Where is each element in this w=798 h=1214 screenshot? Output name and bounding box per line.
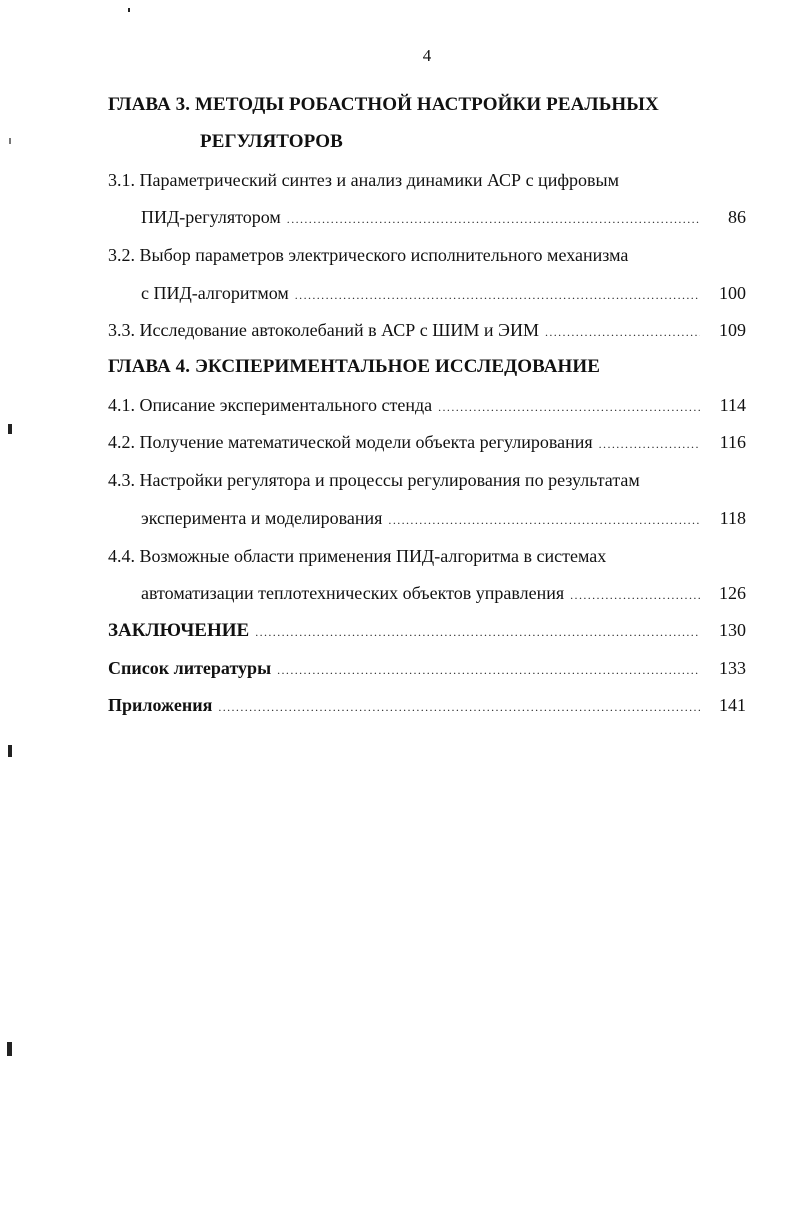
toc-entry-label: ЗАКЛЮЧЕНИЕ bbox=[108, 620, 250, 641]
toc-entry-page: 86 bbox=[728, 207, 746, 227]
toc-entry-4-3 bbox=[141, 508, 746, 529]
toc-entry-4-4-line1: 4.4. Возможные области применения ПИД-алгоритма в системах bbox=[108, 546, 607, 566]
toc-entry-4-3-line1: 4.3. Настройки регулятора и процессы регулирования по результатам bbox=[108, 470, 640, 490]
scan-speck bbox=[7, 1042, 12, 1056]
chapter-3-title-cont: РЕГУЛЯТОРОВ bbox=[200, 131, 343, 152]
toc-entry-appendices bbox=[108, 695, 746, 716]
toc-entry-label: Приложения bbox=[108, 695, 213, 715]
toc-entry-page: 126 bbox=[719, 583, 746, 603]
toc-entry-3-2 bbox=[141, 283, 746, 304]
toc-entry-conclusion bbox=[108, 620, 746, 642]
toc-entry-label: 4.2. Получение математической модели объекта регулирования bbox=[108, 432, 593, 452]
toc-entry-label: 4.1. Описание экспериментального стенда bbox=[108, 395, 433, 415]
toc-entry-3-2-line1: 3.2. Выбор параметров электрического исполнительного механизма bbox=[108, 245, 629, 265]
toc-entry-label: с ПИД-алгоритмом bbox=[141, 283, 289, 303]
toc-entry-page: 114 bbox=[719, 395, 746, 415]
scan-speck bbox=[128, 8, 130, 12]
chapter-3-title: ГЛАВА 3. МЕТОДЫ РОБАСТНОЙ НАСТРОЙКИ РЕАЛЬНЫХ bbox=[108, 94, 659, 115]
toc-entry-3-1 bbox=[141, 207, 746, 228]
toc-entry-label: 3.3. Исследование автоколебаний в АСР с ШИМ и ЭИМ bbox=[108, 320, 539, 340]
toc-entry-page: 116 bbox=[719, 432, 746, 452]
toc-entry-3-1-line1: 3.1. Параметрический синтез и анализ динамики АСР с цифровым bbox=[108, 170, 619, 190]
scan-speck bbox=[8, 745, 12, 757]
toc-entry-label: эксперимента и моделирования bbox=[141, 508, 383, 528]
dot-leader bbox=[287, 212, 700, 227]
dot-leader bbox=[295, 288, 700, 303]
toc-entry-references bbox=[108, 658, 746, 679]
toc-entry-page: 133 bbox=[719, 658, 746, 678]
dot-leader bbox=[255, 625, 700, 640]
toc-entry-page: 100 bbox=[719, 283, 746, 303]
toc-entry-4-1 bbox=[108, 395, 746, 416]
toc-entry-page: 109 bbox=[719, 320, 746, 340]
dot-leader bbox=[218, 700, 700, 715]
scan-speck bbox=[9, 138, 11, 144]
chapter-4-title: ГЛАВА 4. ЭКСПЕРИМЕНТАЛЬНОЕ ИССЛЕДОВАНИЕ bbox=[108, 356, 601, 377]
toc-entry-4-2 bbox=[108, 432, 746, 453]
toc-entry-4-4 bbox=[141, 583, 746, 604]
dot-leader bbox=[438, 400, 700, 415]
dot-leader bbox=[545, 325, 700, 340]
dot-leader bbox=[388, 513, 700, 528]
page-number: 4 bbox=[422, 46, 432, 65]
toc-entry-page: 130 bbox=[719, 620, 746, 640]
scan-speck bbox=[8, 424, 12, 434]
toc-entry-label: ПИД-регулятором bbox=[141, 207, 281, 227]
dot-leader bbox=[277, 663, 700, 678]
toc-entry-3-3 bbox=[108, 320, 746, 341]
toc-entry-label: автоматизации теплотехнических объектов управления bbox=[141, 583, 565, 603]
toc-entry-page: 141 bbox=[719, 695, 746, 715]
toc-entry-page: 118 bbox=[719, 508, 746, 528]
dot-leader bbox=[570, 588, 700, 603]
dot-leader bbox=[599, 437, 700, 452]
toc-entry-label: Список литературы bbox=[108, 658, 272, 678]
